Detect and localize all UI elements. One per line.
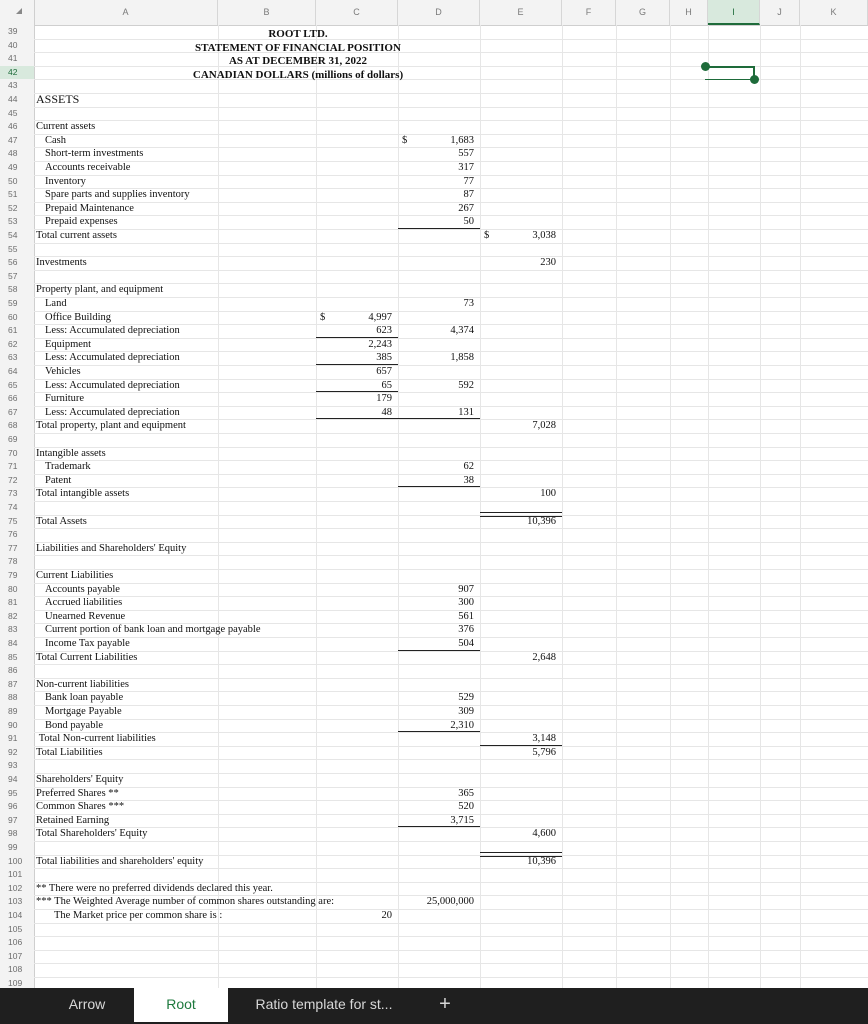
value-cell-d[interactable]: 365 xyxy=(458,787,474,799)
row-label[interactable]: Liabilities and Shareholders' Equity xyxy=(36,542,187,554)
row-header[interactable]: 47 xyxy=(8,134,18,145)
value-cell-c[interactable]: 20 xyxy=(381,910,392,921)
row-header[interactable]: 87 xyxy=(8,678,18,689)
row-header[interactable]: 64 xyxy=(8,366,18,376)
row-label[interactable]: Current assets xyxy=(36,121,96,133)
value-cell-d[interactable]: 77 xyxy=(463,175,474,187)
row-label[interactable]: Bank loan payable xyxy=(45,692,124,704)
gridline xyxy=(34,664,868,665)
value-cell-c[interactable]: 179 xyxy=(376,393,392,405)
value-cell-e[interactable]: 5,796 xyxy=(532,746,556,758)
row-header[interactable]: 67 xyxy=(8,406,18,417)
row-header[interactable]: 90 xyxy=(8,719,18,730)
gridline xyxy=(670,25,671,988)
value-cell-e[interactable]: 10,396 xyxy=(527,515,556,527)
value-cell-c[interactable]: 4,997 xyxy=(368,311,392,323)
select-all-corner[interactable] xyxy=(0,0,35,26)
row-header[interactable]: 46 xyxy=(8,121,18,132)
value-cell-d[interactable]: 73 xyxy=(463,298,474,309)
gridline xyxy=(34,841,868,842)
statement-currency: CANADIAN DOLLARS (millions of dollars) xyxy=(192,68,404,81)
row-label[interactable]: Investments xyxy=(36,257,87,269)
row-header[interactable]: 68 xyxy=(8,420,18,431)
sheet-tab-ratio-template[interactable]: Ratio template for st... xyxy=(255,996,393,1012)
column-header-d[interactable]: D xyxy=(398,0,480,25)
row-label[interactable]: Current Liabilities xyxy=(36,570,114,581)
row-label[interactable]: Equipment xyxy=(45,338,92,350)
column-header-c[interactable]: C xyxy=(316,0,398,25)
row-label[interactable]: Accounts payable xyxy=(45,583,120,595)
value-cell-d[interactable]: 1,858 xyxy=(450,352,474,364)
column-header-e[interactable]: E xyxy=(480,0,562,25)
gridline xyxy=(800,25,801,988)
value-cell-d[interactable]: 87 xyxy=(463,189,474,201)
row-label[interactable]: Property plant, and equipment xyxy=(36,284,164,296)
row-label[interactable]: Mortgage Payable xyxy=(45,706,122,717)
value-cell-e[interactable]: 4,600 xyxy=(532,828,556,840)
row-label[interactable]: Vehicles xyxy=(45,366,81,377)
row-label[interactable]: Intangible assets xyxy=(36,447,106,459)
value-cell-d[interactable]: 520 xyxy=(458,801,474,813)
row-header[interactable]: 97 xyxy=(8,814,18,825)
row-label[interactable]: Total Shareholders' Equity xyxy=(36,828,148,840)
value-cell-d[interactable]: 4,374 xyxy=(450,325,474,337)
row-header[interactable]: 86 xyxy=(8,665,18,676)
row-header[interactable]: 82 xyxy=(8,610,18,621)
row-header[interactable]: 53 xyxy=(8,216,18,227)
gridline xyxy=(34,107,868,108)
row-label[interactable]: Land xyxy=(45,298,67,309)
row-label[interactable]: Prepaid Maintenance xyxy=(45,202,134,214)
cell-double-underline xyxy=(480,512,562,517)
row-label[interactable]: Less: Accumulated depreciation xyxy=(45,379,180,391)
gridline xyxy=(34,868,868,869)
row-header[interactable]: 78 xyxy=(8,556,18,567)
cell-underline xyxy=(398,486,480,487)
value-cell-c[interactable]: 65 xyxy=(381,379,392,391)
row-header[interactable]: 69 xyxy=(8,434,18,444)
value-cell-d[interactable]: 300 xyxy=(458,597,474,609)
row-header[interactable]: 80 xyxy=(8,583,18,594)
gridline xyxy=(34,977,868,978)
value-cell-c[interactable]: 657 xyxy=(376,366,392,377)
value-cell-d[interactable]: 267 xyxy=(458,202,474,214)
column-header-g[interactable]: G xyxy=(616,0,670,25)
row-header[interactable]: 84 xyxy=(8,638,18,648)
row-label[interactable]: Non-current liabilities xyxy=(36,678,130,690)
sheet-tab-arrow[interactable]: Arrow xyxy=(68,996,106,1012)
row-header[interactable]: 72 xyxy=(8,474,18,485)
row-header[interactable]: 70 xyxy=(8,447,18,458)
row-header[interactable]: 103 xyxy=(8,896,23,907)
value-cell-d[interactable]: 1,683 xyxy=(450,134,474,146)
value-cell-d[interactable]: 2,310 xyxy=(450,719,474,731)
column-header-h[interactable]: H xyxy=(670,0,708,25)
row-label[interactable]: Trademark xyxy=(45,461,91,473)
row-header[interactable]: 52 xyxy=(8,202,18,213)
row-header[interactable]: 55 xyxy=(8,243,18,254)
row-label[interactable]: Total Liabilities xyxy=(36,746,103,758)
gridline xyxy=(760,25,761,988)
value-cell-e[interactable]: 230 xyxy=(540,257,556,269)
row-header[interactable]: 44 xyxy=(8,94,18,104)
value-cell-d[interactable]: 376 xyxy=(458,624,474,636)
row-header[interactable]: 42 xyxy=(0,66,34,80)
row-header[interactable]: 58 xyxy=(8,284,18,295)
row-label[interactable]: Short-term investments xyxy=(45,148,144,160)
gridline xyxy=(34,501,868,502)
cell-underline xyxy=(398,826,480,827)
value-cell-d[interactable]: 50 xyxy=(463,216,474,228)
row-header[interactable]: 94 xyxy=(8,774,18,784)
add-sheet-button[interactable]: + xyxy=(439,993,451,1015)
value-cell-d[interactable]: 309 xyxy=(458,706,474,717)
row-header[interactable]: 79 xyxy=(8,570,18,580)
value-cell-d[interactable]: 317 xyxy=(458,162,474,173)
row-label[interactable]: Income Tax payable xyxy=(45,638,130,649)
statement-date: AS AT DECEMBER 31, 2022 xyxy=(228,55,368,68)
gridline xyxy=(34,555,868,556)
row-label[interactable]: Accounts receivable xyxy=(45,162,131,173)
row-header[interactable]: 45 xyxy=(8,107,18,118)
row-header[interactable]: 41 xyxy=(8,53,18,64)
row-label[interactable]: Unearned Revenue xyxy=(45,610,126,622)
value-cell-d[interactable]: 557 xyxy=(458,148,474,160)
row-header[interactable]: 104 xyxy=(8,910,23,920)
row-label[interactable]: Furniture xyxy=(45,393,85,405)
value-cell-d[interactable]: 131 xyxy=(458,406,474,418)
row-label[interactable]: Inventory xyxy=(45,175,86,187)
sheet-tab-bar xyxy=(0,988,868,1024)
statement-title: STATEMENT OF FINANCIAL POSITION xyxy=(195,41,401,54)
gridline xyxy=(616,25,617,988)
row-label[interactable]: Total property, plant and equipment xyxy=(36,420,186,432)
row-label[interactable]: Cash xyxy=(45,134,66,146)
gridline xyxy=(480,25,481,988)
row-label[interactable]: ASSETS xyxy=(36,92,80,106)
company-title: ROOT LTD. xyxy=(268,28,328,40)
row-label[interactable]: *** The Weighted Average number of common shares outstanding are: xyxy=(36,896,335,908)
row-header[interactable]: 92 xyxy=(8,746,18,757)
value-cell-d[interactable]: 529 xyxy=(458,692,474,704)
select-all-icon xyxy=(16,8,22,14)
row-label[interactable]: ** There were no preferred dividends declared this year. xyxy=(36,882,273,894)
cell-underline xyxy=(398,650,480,651)
gridline xyxy=(34,270,868,271)
row-label[interactable]: Total liabilities and shareholders' equity xyxy=(36,855,204,867)
row-header[interactable]: 106 xyxy=(8,937,23,948)
row-header[interactable]: 96 xyxy=(8,801,18,812)
gridline xyxy=(34,950,868,951)
row-header[interactable]: 48 xyxy=(8,148,18,159)
row-header[interactable]: 102 xyxy=(8,882,23,893)
row-header[interactable]: 81 xyxy=(8,597,18,608)
value-cell-d[interactable]: 25,000,000 xyxy=(426,896,474,908)
row-header[interactable]: 66 xyxy=(8,393,18,404)
row-header[interactable]: 108 xyxy=(8,964,23,975)
gridline xyxy=(34,39,868,40)
row-label[interactable]: Common Shares *** xyxy=(36,801,125,813)
column-header-j[interactable]: J xyxy=(760,0,800,25)
row-header[interactable]: 40 xyxy=(8,39,18,50)
row-label[interactable]: Retained Earning xyxy=(36,814,110,826)
row-header[interactable]: 43 xyxy=(8,80,18,91)
row-header[interactable]: 71 xyxy=(8,461,18,472)
connector-top-segment xyxy=(705,66,755,68)
row-label[interactable]: Patent xyxy=(45,474,72,486)
cell-underline xyxy=(398,731,480,732)
connector-bottom-segment xyxy=(705,79,755,81)
row-label[interactable]: Current portion of bank loan and mortgage payable xyxy=(45,624,261,636)
row-label[interactable]: Prepaid expenses xyxy=(45,216,118,228)
currency-sign[interactable]: $ xyxy=(320,311,326,323)
row-header[interactable]: 76 xyxy=(8,529,18,540)
row-header[interactable]: 100 xyxy=(8,855,23,866)
row-header[interactable]: 98 xyxy=(8,828,18,839)
row-label[interactable]: Total intangible assets xyxy=(36,488,130,500)
row-label[interactable]: Total current assets xyxy=(36,230,117,241)
value-cell-c[interactable]: 623 xyxy=(376,325,392,337)
column-header-f[interactable]: F xyxy=(562,0,616,25)
row-label[interactable]: Spare parts and supplies inventory xyxy=(45,189,190,201)
gridline xyxy=(34,528,868,529)
column-header-b[interactable]: B xyxy=(218,0,316,25)
row-label[interactable]: Less: Accumulated depreciation xyxy=(45,325,180,337)
row-label[interactable]: Total Current Liabilities xyxy=(36,651,138,663)
gridline xyxy=(34,243,868,244)
column-header-a[interactable]: A xyxy=(34,0,218,25)
row-header[interactable]: 60 xyxy=(8,311,18,322)
row-label[interactable]: Bond payable xyxy=(45,719,104,731)
value-cell-e[interactable]: 3,148 xyxy=(532,733,556,745)
row-header[interactable]: 74 xyxy=(8,502,18,512)
row-label[interactable]: Total Assets xyxy=(36,515,87,527)
selected-connector-shape[interactable] xyxy=(705,66,755,80)
value-cell-e[interactable]: 10,396 xyxy=(527,855,556,867)
gridline xyxy=(708,25,709,988)
gridline xyxy=(34,759,868,760)
cell-underline xyxy=(398,228,480,229)
row-header[interactable]: 89 xyxy=(8,706,18,716)
row-header[interactable]: 57 xyxy=(8,270,18,281)
row-header[interactable]: 75 xyxy=(8,515,18,526)
row-header[interactable]: 63 xyxy=(8,352,18,363)
gridline xyxy=(562,25,563,988)
value-cell-d[interactable]: 62 xyxy=(463,461,474,473)
row-header[interactable]: 61 xyxy=(8,325,18,336)
row-label[interactable]: Office Building xyxy=(45,311,112,323)
value-cell-d[interactable]: 504 xyxy=(458,638,474,649)
row-header[interactable]: 39 xyxy=(8,26,18,36)
gridline xyxy=(34,433,868,434)
value-cell-d[interactable]: 561 xyxy=(458,610,474,622)
row-label[interactable]: Less: Accumulated depreciation xyxy=(45,352,180,364)
row-header[interactable]: 65 xyxy=(8,379,18,390)
row-header[interactable]: 62 xyxy=(8,338,18,349)
row-header[interactable]: 59 xyxy=(8,298,18,308)
row-label[interactable]: Shareholders' Equity xyxy=(36,774,124,785)
cell-double-underline xyxy=(480,852,562,857)
value-cell-c[interactable]: 2,243 xyxy=(368,338,392,350)
row-label[interactable]: The Market price per common share is : xyxy=(54,910,223,921)
column-header-k[interactable]: K xyxy=(800,0,868,25)
shape-handle-start[interactable] xyxy=(701,62,710,71)
gridline xyxy=(34,923,868,924)
gridline xyxy=(34,936,868,937)
row-label[interactable]: Less: Accumulated depreciation xyxy=(45,406,180,418)
row-header[interactable]: 105 xyxy=(8,923,23,934)
value-cell-e[interactable]: 2,648 xyxy=(532,651,556,663)
row-header[interactable]: 91 xyxy=(8,733,18,744)
value-cell-e[interactable]: 7,028 xyxy=(532,420,556,432)
row-header[interactable]: 99 xyxy=(8,842,18,852)
row-header[interactable]: 83 xyxy=(8,624,18,635)
currency-sign[interactable]: $ xyxy=(402,134,408,146)
row-header[interactable]: 95 xyxy=(8,787,18,798)
value-cell-d[interactable]: 38 xyxy=(463,474,474,486)
row-header[interactable]: 77 xyxy=(8,542,18,553)
value-cell-e[interactable]: 3,038 xyxy=(532,230,556,241)
row-header[interactable]: 51 xyxy=(8,189,18,200)
currency-sign[interactable]: $ xyxy=(484,230,490,241)
row-label[interactable]: Total Non-current liabilities xyxy=(38,733,156,745)
column-header-i[interactable]: I xyxy=(708,0,760,25)
value-cell-d[interactable]: 907 xyxy=(458,583,474,595)
row-header[interactable]: 54 xyxy=(8,230,18,240)
row-header[interactable]: 56 xyxy=(8,257,18,268)
value-cell-d[interactable]: 592 xyxy=(458,379,474,391)
value-cell-d[interactable]: 3,715 xyxy=(450,814,474,826)
row-header[interactable]: 109 xyxy=(8,978,23,988)
row-header[interactable]: 107 xyxy=(8,950,23,961)
row-label[interactable]: Preferred Shares ** xyxy=(36,787,119,799)
gridline xyxy=(34,963,868,964)
row-header[interactable]: 49 xyxy=(8,162,18,172)
row-header[interactable]: 101 xyxy=(8,869,23,880)
shape-handle-end[interactable] xyxy=(750,75,759,84)
value-cell-c[interactable]: 48 xyxy=(381,406,392,418)
sheet-tab-root[interactable]: Root xyxy=(134,988,228,1022)
row-header[interactable]: 93 xyxy=(8,760,18,771)
row-header[interactable]: 88 xyxy=(8,692,18,703)
row-header[interactable]: 73 xyxy=(8,488,18,499)
row-header[interactable]: 85 xyxy=(8,651,18,662)
row-header[interactable]: 50 xyxy=(8,175,18,186)
row-label[interactable]: Accrued liabilities xyxy=(45,597,123,609)
cell-underline xyxy=(398,418,480,419)
value-cell-e[interactable]: 100 xyxy=(540,488,556,500)
value-cell-c[interactable]: 385 xyxy=(376,352,392,364)
